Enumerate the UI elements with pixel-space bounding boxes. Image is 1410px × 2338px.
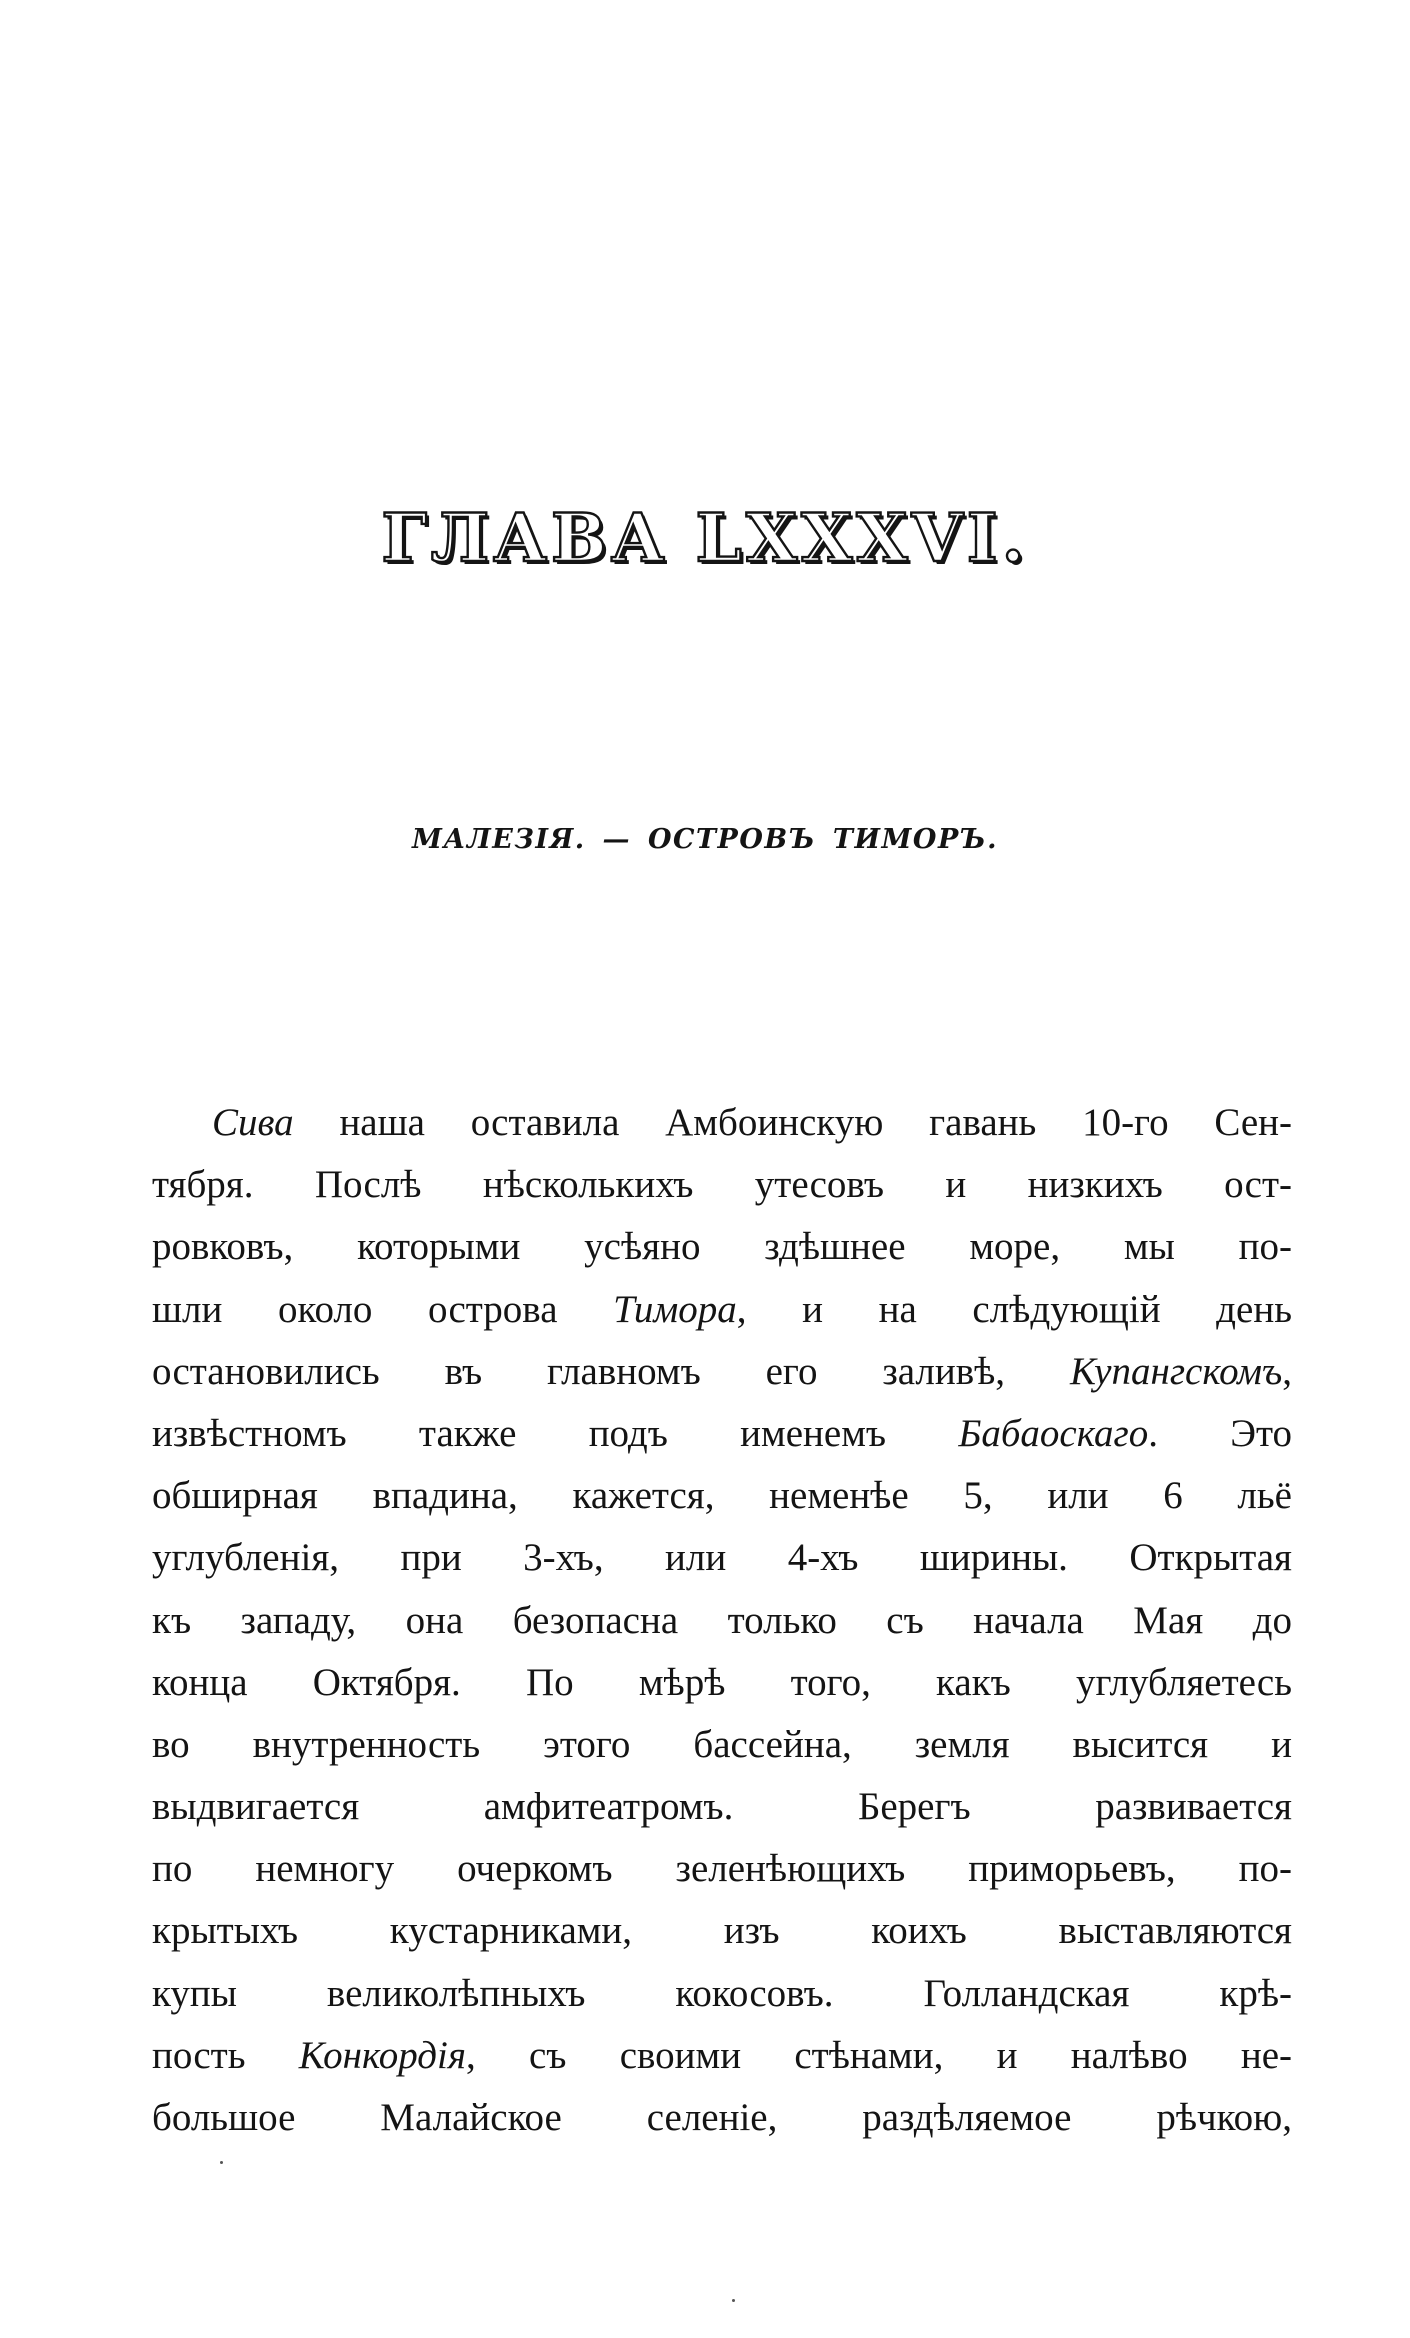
text-run: пость (152, 2033, 299, 2077)
text-line (152, 1465, 1292, 1527)
text-line (152, 1403, 1292, 1465)
italic-term: Бабаоскаго (958, 1411, 1149, 1455)
text-line (152, 1838, 1292, 1900)
text-run: , (1282, 1349, 1292, 1393)
text-line (152, 1092, 1292, 1154)
italic-term: Конкордія (298, 2033, 466, 2077)
text-run: остановились въ главномъ его заливѣ, (152, 1349, 1070, 1393)
text-line (152, 1652, 1292, 1714)
text-run: ровковъ, которыми усѣяно здѣшнее море, мы по- (152, 1225, 1292, 1269)
text-line (152, 1341, 1292, 1403)
chapter-subtitle: МАЛЕЗІЯ. — ОСТРОВЪ ТИМОРЪ. (412, 824, 998, 855)
text-run: , съ своими стѣнами, и налѣво не- (465, 2033, 1293, 2077)
italic-term: Тимора (613, 1287, 737, 1331)
text-run: углубленія, при 3-хъ, или 4-хъ ширины. Открытая (152, 1536, 1292, 1580)
italic-term: Купангскомъ (1069, 1349, 1283, 1393)
text-line (152, 1776, 1292, 1838)
text-run: конца Октября. По мѣрѣ того, какъ углубляетесь (152, 1660, 1292, 1704)
text-line (152, 2087, 1292, 2149)
text-line (152, 1216, 1292, 1278)
print-speck (732, 2299, 735, 2302)
text-line (152, 1963, 1292, 2025)
text-run: къ западу, она безопасна только съ начала Мая до (152, 1598, 1292, 1642)
chapter-title: ГЛАВА LXXXVI. (381, 499, 1029, 577)
text-run: купы великолѣпныхъ кокосовъ. Голландская крѣ- (152, 1971, 1292, 2015)
text-run: извѣстномъ также подъ именемъ (152, 1411, 959, 1455)
text-run: большое Малайское селеніе, раздѣляемое рѣчкою, (152, 2096, 1292, 2139)
text-run: шли около острова (152, 1287, 614, 1331)
text-run: , и на слѣдующій день (736, 1287, 1292, 1331)
body-paragraph (152, 1092, 1292, 2149)
print-speck (220, 2161, 223, 2164)
text-run: наша оставила Амбоинскую гавань 10-го Сен- (293, 1101, 1292, 1144)
text-line (152, 1527, 1292, 1589)
text-run: обширная впадина, кажется, неменѣе 5, или 6 льё (152, 1474, 1292, 1518)
text-run: выдвигается амфитеатромъ. Берегъ развивается (152, 1785, 1292, 1829)
text-line (152, 2025, 1292, 2087)
text-line (152, 1900, 1292, 1962)
text-line (152, 1279, 1292, 1341)
text-line (152, 1154, 1292, 1216)
text-run: крытыхъ кустарниками, изъ коихъ выставляются (152, 1909, 1292, 1953)
text-line (152, 1590, 1292, 1652)
text-line (152, 1714, 1292, 1776)
text-run: тября. Послѣ нѣсколькихъ утесовъ и низкихъ ост- (152, 1163, 1292, 1207)
text-run: по немногу очеркомъ зеленѣющихъ приморьевъ, по- (152, 1847, 1292, 1891)
text-run: во внутренность этого бассейна, земля высится и (152, 1722, 1292, 1766)
text-run: . Это (1148, 1411, 1292, 1455)
italic-term: Сива (212, 1101, 294, 1144)
